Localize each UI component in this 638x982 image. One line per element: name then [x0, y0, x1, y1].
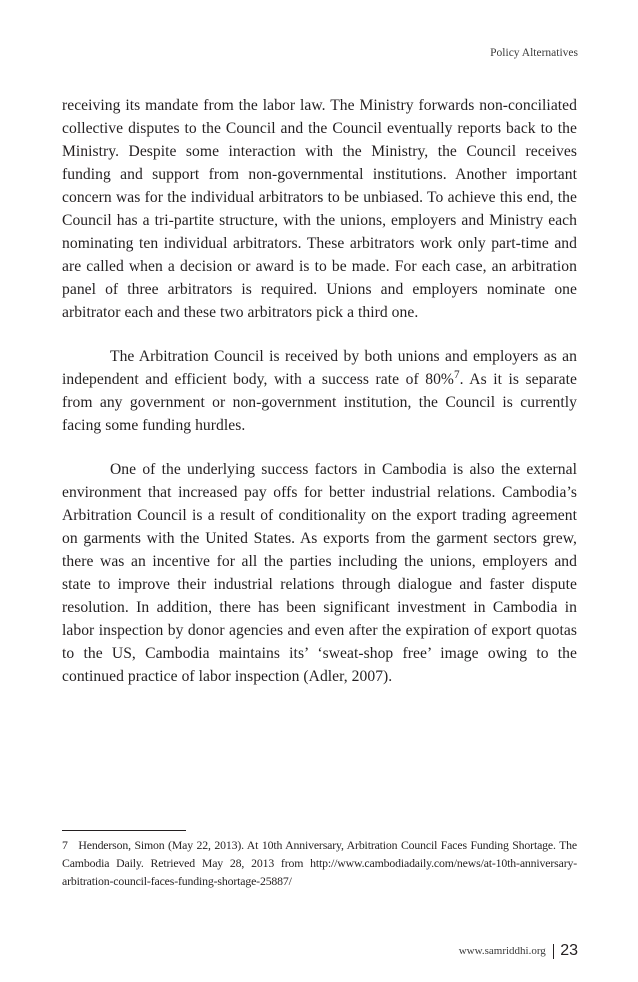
running-header: Policy Alternatives: [490, 47, 578, 59]
page-footer: [459, 942, 578, 960]
footnote: [62, 836, 577, 890]
paragraph-3: One of the underlying success factors in Cambodia is also the external environment that increased pay offs for better industrial relations. Cambodia’s Arbitration Council is a result of conditionality on the export trading agreement on garments with the United States. As exports from the garment sectors grew, there was an incentive for all the parties including the unions, employers and state to improve their industrial relations through dialogue and faster dispute resolution. In addition, there has been significant investment in Cambodia in labor inspection by donor agencies and even after the expiration of export quotas to the US, Cambodia maintains its’ ‘sweat-shop free’ image owing to the continued practice of labor inspection (Adler, 2007).: [62, 461, 577, 685]
footnote-text: Henderson, Simon (May 22, 2013). At 10th Anniversary, Arbitration Council Faces Funding Shortage. The Cambodia Daily. Retrieved May 28, 2013 from http://www.cambodiadaily.com/news/at-10th-anniversary-arbitration-council-faces-funding-shortage-25887/: [62, 838, 578, 888]
paragraph-2: [62, 345, 577, 437]
paragraph-2-text-b: . As it is separate from any government or non-government institution, the Council is currently facing some funding hurdles.: [62, 371, 577, 434]
footer-website[interactable]: www.samriddhi.org: [458, 945, 546, 957]
body-text: [62, 94, 577, 709]
page-number: 23: [560, 942, 578, 959]
paragraph-1: receiving its mandate from the labor law. The Ministry forwards non-conciliated collective disputes to the Council and the Council eventually reports back to the Ministry. Despite some interaction with the Ministry, the Council receives funding and support from non-governmental institutions. Another important concern was for the individual arbitrators to be unbiased. To achieve this end, the Council has a tri-partite structure, with the unions, employers and Ministry each nominating ten individual arbitrators. These arbitrators work only part-time and are called when a decision or award is to be made. For each case, an arbitration panel of three arbitrators is required. Unions and employers nominate one arbitrator each and these two arbitrators pick a third one.: [62, 97, 577, 321]
footnote-divider: [62, 830, 186, 831]
paragraph-2-text-a: The Arbitration Council is received by both unions and employers as an independent and efficient body, with a success rate of 80%: [62, 348, 577, 388]
footnote-reference[interactable]: 7: [453, 368, 460, 381]
footer-separator: [553, 944, 554, 959]
footnote-number: 7: [62, 838, 68, 852]
